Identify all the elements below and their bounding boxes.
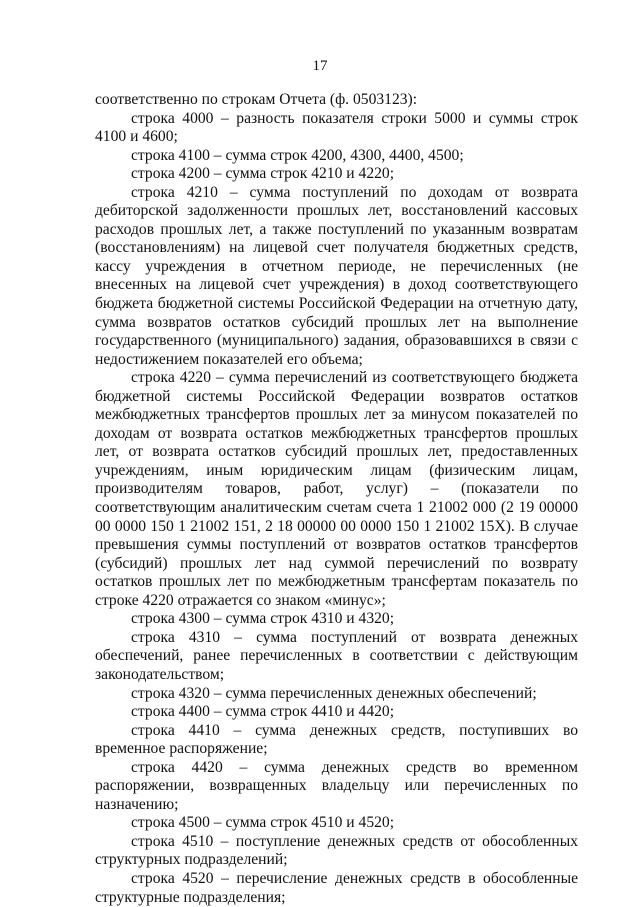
paragraph-line-4400: строка 4400 – сумма строк 4410 и 4420; bbox=[131, 703, 395, 721]
paragraph-line-4210: строка 4210 – сумма поступлений по доходам от возврата дебиторской задолженности прошлых лет, восстановлений кассовых расходов прошлых лет, а также поступлений по указанным возвратам (восстановлениям) на лицевой счет получателя бюджетных средств, кассу учреждения в отчетном периоде, не перечисленных (не внесенных на лицевой счет учреждения) в доход соответствующего бюджета бюджетной системы Российской Федерации на отчетную дату, сумма возвратов остатков субсидий прошлых лет на выполнение государственного (муниципального) задания, образовавшихся в связи с недостижением показателей его объема; bbox=[95, 183, 578, 368]
page-number: 17 bbox=[312, 58, 328, 74]
paragraph-line-4520: строка 4520 – перечисление денежных средств в обособленные структурные подразделения; bbox=[95, 869, 578, 906]
paragraph-line-4200: строка 4200 – сумма строк 4210 и 4220; bbox=[131, 165, 395, 183]
paragraph-line-4500: строка 4500 – сумма строк 4510 и 4520; bbox=[131, 814, 395, 832]
paragraph-line-4320: строка 4320 – сумма перечисленных денежных обеспечений; bbox=[131, 684, 537, 702]
paragraph-line-4410: строка 4410 – сумма денежных средств, поступивших во временное распоряжение; bbox=[95, 721, 578, 758]
paragraph-line-4420: строка 4420 – сумма денежных средств во временном распоряжении, возвращенных владельцу или перечисленных по назначению; bbox=[95, 758, 578, 813]
paragraph-line-4220: строка 4220 – сумма перечислений из соответствующего бюджета бюджетной системы Российской Федерации возвратов остатков межбюджетных трансфертов прошлых лет за минусом показателей по доходам от возврата остатков межбюджетных трансфертов прошлых лет, от возврата остатков субсидий прошлых лет, предоставленных учреждениям, иным юридическим лицам (физическим лицам, производителям товаров, работ, услуг) – (показатели по соответствующим аналитическим счетам счета 1 21002 000 (2 19 00000 00 0000 150 1 21002 151, 2 18 00000 00 0000 150 1 21002 15Х). В случае превышения суммы поступлений от возвратов остатков трансфертов (субсидий) прошлых лет над суммой перечислений по возврату остатков прошлых лет по межбюджетным трансфертам показатель по строке 4220 отражается со знаком «минус»; bbox=[95, 369, 578, 609]
paragraph-intro: соответственно по строкам Отчета (ф. 0503123): bbox=[95, 91, 418, 108]
paragraph-line-4100: строка 4100 – сумма строк 4200, 4300, 4400, 4500; bbox=[131, 146, 464, 164]
document-body bbox=[95, 91, 578, 907]
paragraph-line-4000: строка 4000 – разность показателя строки 5000 и суммы строк 4100 и 4600; bbox=[95, 109, 578, 146]
paragraph-line-4300: строка 4300 – сумма строк 4310 и 4320; bbox=[131, 610, 395, 628]
paragraph-line-4310: строка 4310 – сумма поступлений от возврата денежных обеспечений, ранее перечисленных в соответствии с действующим законодательством; bbox=[95, 628, 578, 683]
paragraph-line-4510: строка 4510 – поступление денежных средств от обособленных структурных подразделений; bbox=[95, 832, 578, 869]
